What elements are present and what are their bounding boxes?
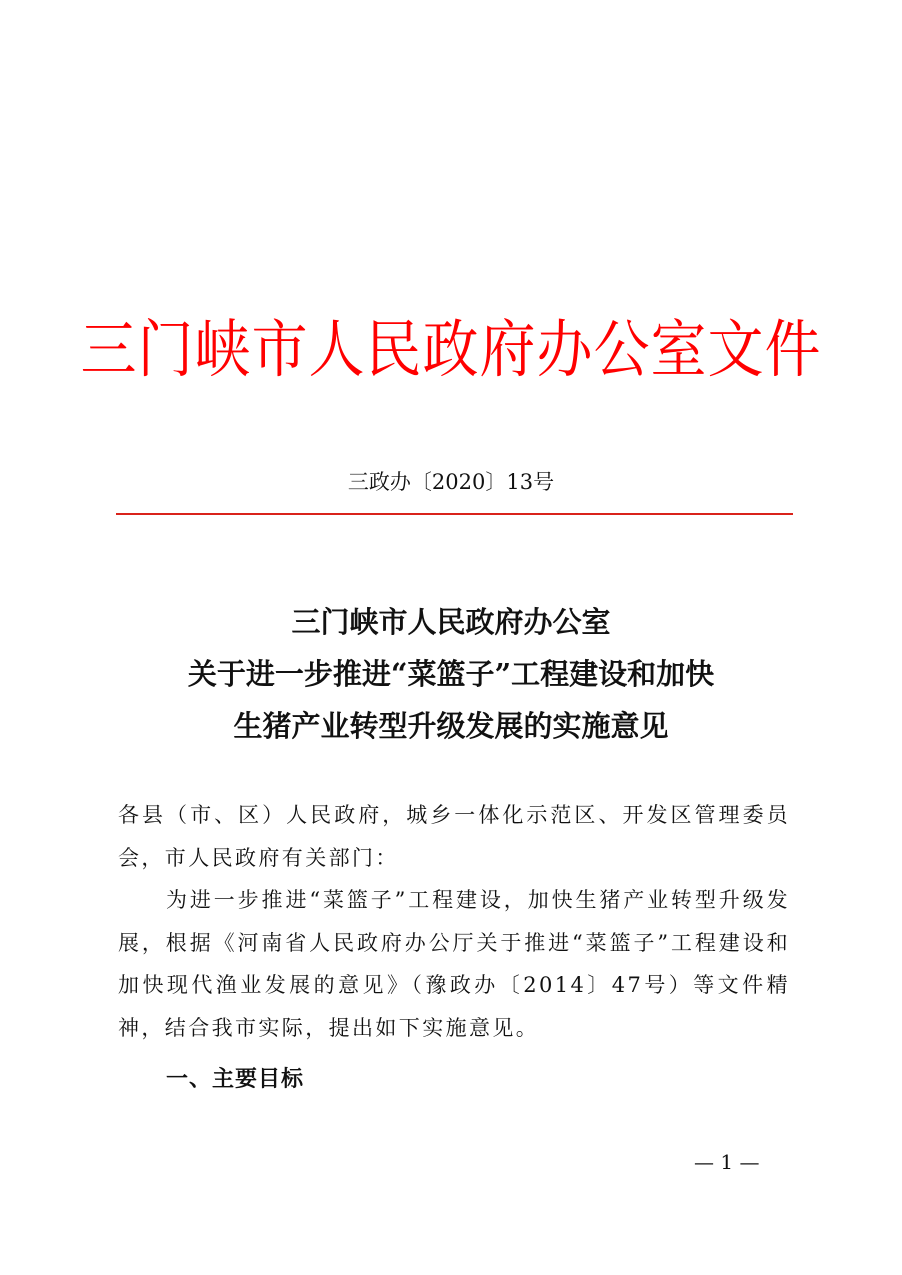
title-line-2: 关于进一步推进“菜篮子”工程建设和加快 [187,657,715,691]
document-body [118,794,790,1049]
salutation: 各县（市、区）人民政府，城乡一体化示范区、开发区管理委员会，市人民政府有关部门： [118,803,790,870]
red-divider-line [116,513,793,515]
section-heading: 一、主要目标 [166,1067,305,1092]
title-line-1: 三门峡市人民政府办公室 [291,605,611,639]
page-number: — 1 — [694,1150,760,1174]
document-number: 三政办〔2020〕13号 [347,470,555,494]
title-line-3: 生猪产业转型升级发展的实施意见 [233,709,669,743]
body-paragraph: 为进一步推进“菜篮子”工程建设，加快生猪产业转型升级发展，根据《河南省人民政府办公厅关于推进“菜篮子”工程建设和加快现代渔业发展的意见》（豫政办〔2014〕47号）等文件精神，结合我市实际，提出如下实施意见。 [118,888,790,1040]
masthead-title: 三门峡市人民政府办公室文件 [80,313,822,387]
document-title [0,596,902,752]
